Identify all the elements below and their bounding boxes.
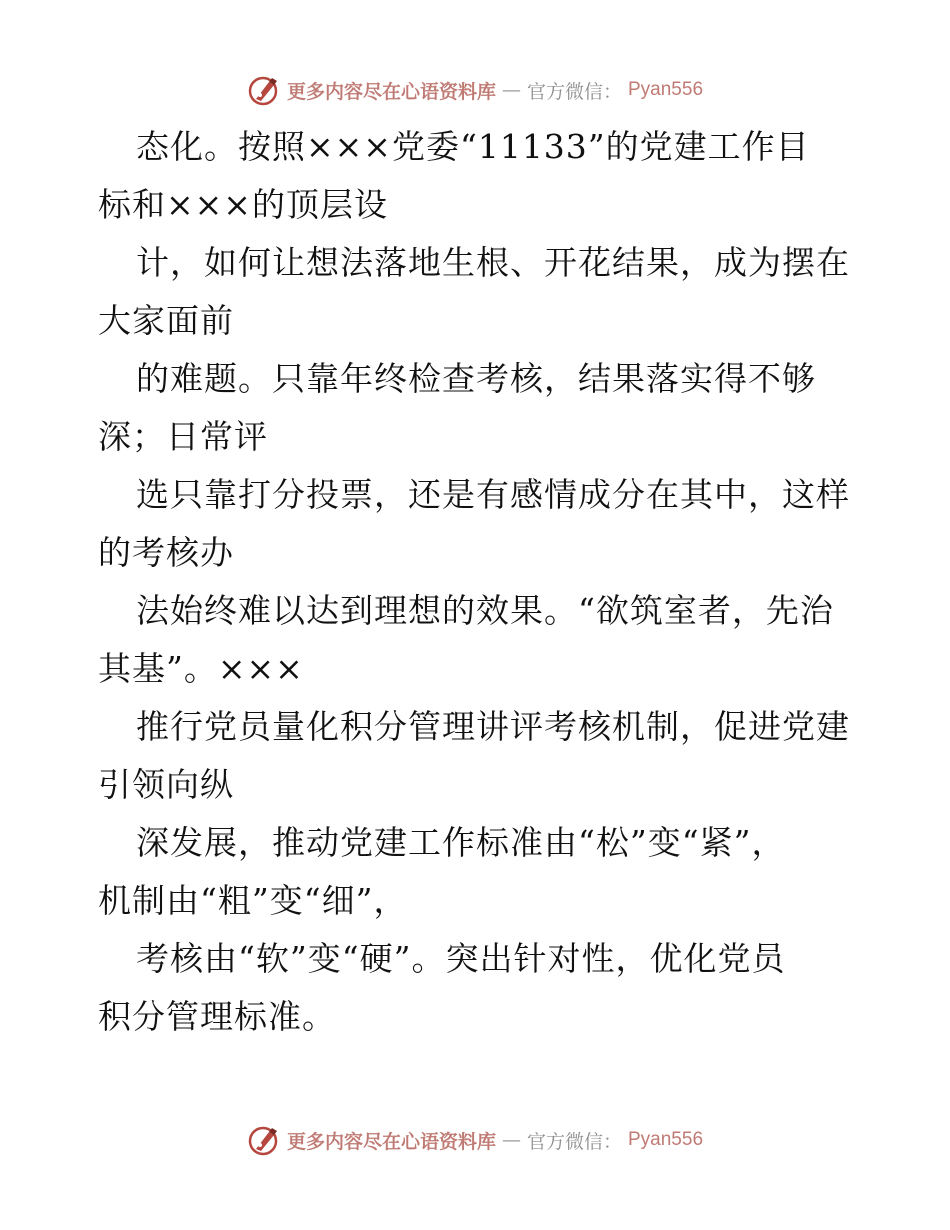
watermark-separator: — bbox=[501, 79, 521, 101]
footer-watermark bbox=[0, 1122, 950, 1158]
pen-logo-icon bbox=[247, 1123, 281, 1157]
paragraph-line: 深发展，推动党建工作标准由“松”变“紧”， bbox=[136, 823, 786, 862]
paragraph-line: 标和×××的顶层设 bbox=[98, 185, 388, 224]
paragraph-line: 其基”。××× bbox=[98, 649, 304, 688]
paragraph-line: 引领向纵 bbox=[98, 765, 234, 804]
paragraph-line: 计，如何让想法落地生根、开花结果，成为摆在 bbox=[136, 243, 850, 282]
paragraph-line: 推行党员量化积分管理讲评考核机制，促进党建 bbox=[136, 707, 850, 746]
watermark-brand-text: 更多内容尽在心语资料库 bbox=[286, 1130, 496, 1153]
pen-logo-icon bbox=[247, 73, 281, 107]
paragraph-line: 的考核办 bbox=[98, 533, 234, 572]
paragraph-line: 法始终难以达到理想的效果。“欲筑室者，先治 bbox=[136, 591, 834, 630]
paragraph-line: 选只靠打分投票，还是有感情成分在其中，这样 bbox=[136, 475, 850, 514]
paragraph-line: 考核由“软”变“硬”。突出针对性，优化党员 bbox=[136, 939, 786, 978]
paragraph-line: 大家面前 bbox=[98, 301, 234, 340]
paragraph-line: 积分管理标准。 bbox=[98, 997, 336, 1036]
watermark-official-label: 官方微信： bbox=[526, 1130, 622, 1153]
paragraph-line: 深；日常评 bbox=[98, 417, 268, 456]
watermark-official-label: 官方微信： bbox=[526, 80, 622, 103]
paragraph-line: 机制由“粗”变“细”， bbox=[98, 881, 408, 920]
watermark-separator: — bbox=[501, 1129, 521, 1151]
paragraph-line: 态化。按照×××党委“11133”的党建工作目 bbox=[136, 127, 810, 166]
watermark-brand-text: 更多内容尽在心语资料库 bbox=[286, 80, 496, 103]
document-body bbox=[98, 118, 858, 1046]
paragraph-line: 的难题。只靠年终检查考核，结果落实得不够 bbox=[136, 359, 816, 398]
header-watermark bbox=[0, 72, 950, 108]
watermark-wechat-id: Pyan556 bbox=[628, 79, 704, 100]
watermark-wechat-id: Pyan556 bbox=[628, 1129, 704, 1150]
